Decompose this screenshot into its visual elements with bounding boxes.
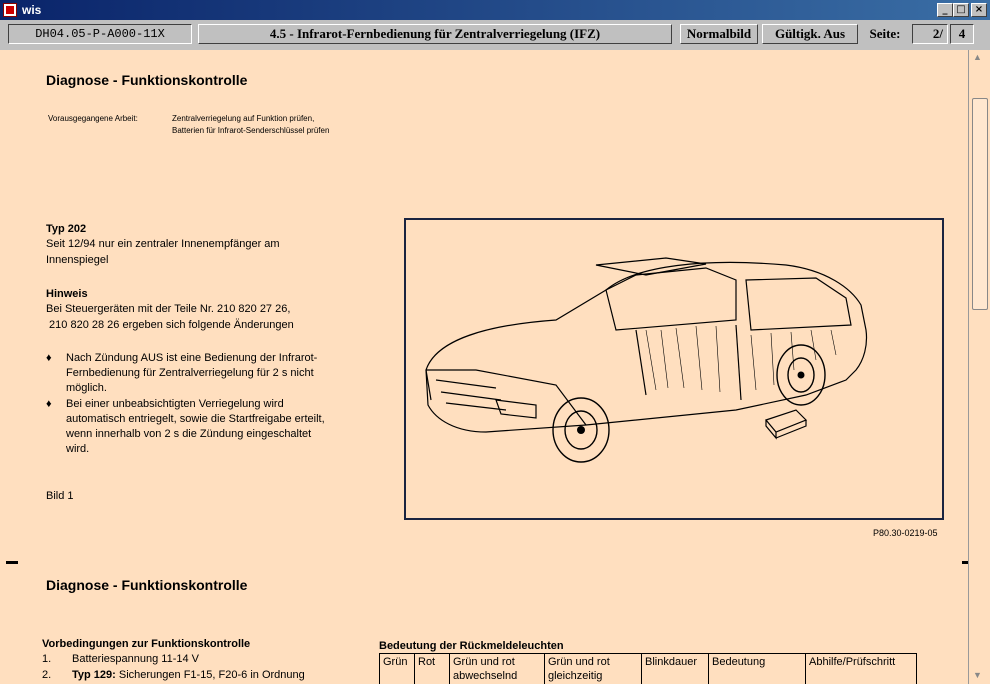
scroll-thumb[interactable] [972,98,988,310]
app-icon [3,3,17,17]
prereq-num: 1. [42,653,52,665]
prereq-rest: Sicherungen F1-15, F20-6 in Ordnung [115,669,305,681]
typ-text: Seit 12/94 nur ein zentraler Innenempfänger am [46,238,280,250]
section-marker-left [6,561,18,564]
section1-heading: Diagnose - Funktionskontrolle [46,72,248,88]
scroll-down-icon[interactable]: ▼ [973,670,982,680]
vertical-scrollbar[interactable] [968,50,990,684]
scroll-up-icon[interactable]: ▲ [973,52,982,62]
bullet-text: wenn innerhalb von 2 s die Zündung eingeschaltet [66,428,312,440]
table-header-cell: Bedeutung [709,654,806,684]
table-header-cell: Grün [380,654,415,684]
page-total: 4 [950,24,974,44]
table-header-cell: Abhilfe/Prüfschritt [806,654,917,684]
prev-work-line: Zentralverriegelung auf Funktion prüfen, [172,114,315,123]
bullet-text: Bei einer unbeabsichtigten Verriegelung wird [66,398,284,410]
gueltigkeit-button[interactable]: Gültigk. Aus [762,24,858,44]
doc-title-button[interactable]: 4.5 - Infrarot-Fernbedienung für Zentralverriegelung (IFZ) [198,24,672,44]
bullet-text: möglich. [66,382,107,394]
bullet-icon: ♦ [46,352,52,364]
table-header-cell: Blinkdauer [642,654,709,684]
section2-heading: Diagnose - Funktionskontrolle [46,577,248,593]
prev-work-label: Vorausgegangene Arbeit: [48,114,138,123]
minimize-icon[interactable]: _ [937,3,953,17]
close-icon[interactable]: × [971,3,987,17]
table-header-cell: Grün und rot gleichzeitig [545,654,642,684]
window-titlebar [0,0,990,20]
prev-work-line: Batterien für Infrarot-Senderschlüssel prüfen [172,126,330,135]
bullet-text: Fernbedienung für Zentralverriegelung für 2 s nicht [66,367,314,379]
page-current: 2/ [912,24,948,44]
prereq-title: Vorbedingungen zur Funktionskontrolle [42,638,251,650]
bullet-text: Nach Zündung AUS ist eine Bedienung der Infrarot- [66,352,318,364]
figure-caption: Bild 1 [46,490,74,502]
doc-id-field: DH04.05-P-A000-11X [8,24,192,44]
hinweis-heading: Hinweis [46,288,88,300]
prereq-num: 2. [42,669,52,681]
table-title: Bedeutung der Rückmeldeleuchten [379,640,564,652]
table-header-row [380,654,917,684]
car-illustration [404,218,944,520]
figure-reference: P80.30-0219-05 [873,528,938,538]
page-label: Seite: [860,24,910,44]
document-toolbar [0,20,990,50]
hinweis-text: Bei Steuergeräten mit der Teile Nr. 210 820 27 26, [46,303,291,315]
car-drawing [406,220,942,518]
normalbild-button[interactable]: Normalbild [680,24,758,44]
prereq-text: Batteriespannung 11-14 V [72,653,199,665]
feedback-lamp-table [379,653,917,684]
typ-heading: Typ 202 [46,223,87,235]
table-header-cell: Grün und rot abwechselnd [450,654,545,684]
hinweis-text: 210 820 28 26 ergeben sich folgende Änderungen [46,319,294,331]
bullet-icon: ♦ [46,398,52,410]
table-header-cell: Rot [415,654,450,684]
document-page [0,50,968,684]
bullet-text: wird. [66,443,90,455]
window-title: wis [22,3,42,17]
prereq-text [72,668,305,683]
restore-icon[interactable]: □ [953,3,969,17]
typ-text: Innenspiegel [46,254,109,266]
prereq-bold: Typ 129: [72,669,116,681]
bullet-text: automatisch entriegelt, sowie die Startfreigabe erteilt, [66,413,325,425]
